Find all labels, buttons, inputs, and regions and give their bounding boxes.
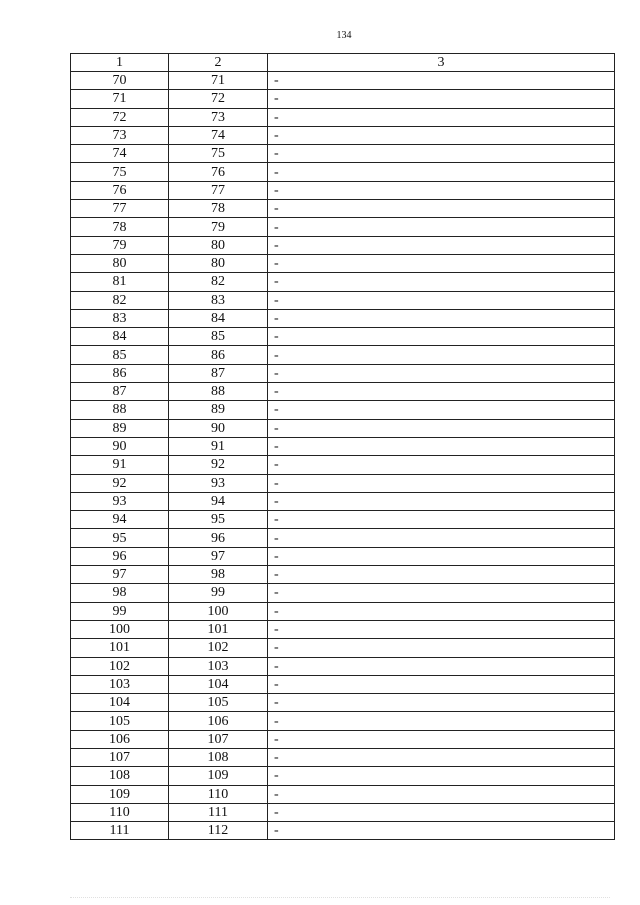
table-cell-col-3: - <box>268 584 615 602</box>
table-cell-col-2: 72 <box>169 90 268 108</box>
table-row <box>71 694 615 712</box>
table-cell-col-3: - <box>268 529 615 547</box>
table-cell-col-2: 87 <box>169 364 268 382</box>
table-header-row <box>71 54 615 72</box>
table-cell-col-1: 78 <box>71 218 169 236</box>
table-cell-col-1: 93 <box>71 492 169 510</box>
table-row <box>71 748 615 766</box>
table-cell-col-3: - <box>268 675 615 693</box>
table-cell-col-3: - <box>268 90 615 108</box>
table-row <box>71 419 615 437</box>
table-cell-col-3: - <box>268 620 615 638</box>
table-cell-col-1: 101 <box>71 639 169 657</box>
table-cell-col-3: - <box>268 639 615 657</box>
table-cell-col-3: - <box>268 566 615 584</box>
page-number: 134 <box>336 30 352 41</box>
table-cell-col-2: 79 <box>169 218 268 236</box>
table-cell-col-2: 95 <box>169 511 268 529</box>
table-cell-col-2: 111 <box>169 803 268 821</box>
table-cell-col-3: - <box>268 803 615 821</box>
table-row <box>71 328 615 346</box>
table-cell-col-2: 74 <box>169 126 268 144</box>
table-row <box>71 474 615 492</box>
table-row <box>71 620 615 638</box>
table-cell-col-1: 73 <box>71 126 169 144</box>
table-cell-col-2: 78 <box>169 200 268 218</box>
table-cell-col-1: 84 <box>71 328 169 346</box>
table-cell-col-1: 108 <box>71 767 169 785</box>
table-cell-col-3: - <box>268 767 615 785</box>
table-cell-col-2: 105 <box>169 694 268 712</box>
table-cell-col-3: - <box>268 419 615 437</box>
table-cell-col-1: 75 <box>71 163 169 181</box>
table-cell-col-2: 77 <box>169 181 268 199</box>
table-row <box>71 291 615 309</box>
table-cell-col-2: 93 <box>169 474 268 492</box>
table-cell-col-1: 94 <box>71 511 169 529</box>
table-row <box>71 492 615 510</box>
table-row <box>71 657 615 675</box>
table-row <box>71 254 615 272</box>
table-cell-col-1: 88 <box>71 401 169 419</box>
table-cell-col-2: 107 <box>169 730 268 748</box>
table-cell-col-1: 79 <box>71 236 169 254</box>
table-row <box>71 90 615 108</box>
table-cell-col-2: 90 <box>169 419 268 437</box>
table-row <box>71 803 615 821</box>
table-cell-col-3: - <box>268 602 615 620</box>
table-cell-col-2: 84 <box>169 309 268 327</box>
table-cell-col-2: 108 <box>169 748 268 766</box>
table-cell-col-1: 86 <box>71 364 169 382</box>
table-row <box>71 511 615 529</box>
table-cell-col-3: - <box>268 383 615 401</box>
table-cell-col-1: 96 <box>71 547 169 565</box>
table-cell-col-1: 92 <box>71 474 169 492</box>
table-row <box>71 584 615 602</box>
table-cell-col-3: - <box>268 748 615 766</box>
table-cell-col-3: - <box>268 694 615 712</box>
table-cell-col-3: - <box>268 126 615 144</box>
table-cell-col-3: - <box>268 474 615 492</box>
table-row <box>71 401 615 419</box>
table-row <box>71 639 615 657</box>
table-row <box>71 346 615 364</box>
column-header-2: 2 <box>169 54 268 72</box>
table-cell-col-1: 87 <box>71 383 169 401</box>
table-cell-col-2: 83 <box>169 291 268 309</box>
table-cell-col-2: 80 <box>169 236 268 254</box>
table-cell-col-2: 97 <box>169 547 268 565</box>
table-cell-col-2: 75 <box>169 145 268 163</box>
table-cell-col-3: - <box>268 254 615 272</box>
table-cell-col-3: - <box>268 236 615 254</box>
table-cell-col-3: - <box>268 200 615 218</box>
table-row <box>71 566 615 584</box>
table-row <box>71 730 615 748</box>
table-cell-col-3: - <box>268 657 615 675</box>
table-cell-col-2: 100 <box>169 602 268 620</box>
table-cell-col-2: 94 <box>169 492 268 510</box>
table-row <box>71 822 615 840</box>
table-cell-col-3: - <box>268 72 615 90</box>
table-row <box>71 181 615 199</box>
table-cell-col-3: - <box>268 547 615 565</box>
table-cell-col-1: 80 <box>71 254 169 272</box>
table-cell-col-3: - <box>268 108 615 126</box>
table-row <box>71 126 615 144</box>
table-cell-col-2: 85 <box>169 328 268 346</box>
table-cell-col-3: - <box>268 273 615 291</box>
data-table <box>70 53 615 840</box>
table-cell-col-2: 103 <box>169 657 268 675</box>
table-cell-col-3: - <box>268 309 615 327</box>
table-cell-col-1: 107 <box>71 748 169 766</box>
table-row <box>71 108 615 126</box>
table-cell-col-1: 82 <box>71 291 169 309</box>
table-row <box>71 767 615 785</box>
table-row <box>71 675 615 693</box>
scan-artifact <box>70 897 610 901</box>
table-cell-col-1: 76 <box>71 181 169 199</box>
table-cell-col-3: - <box>268 822 615 840</box>
table-cell-col-2: 112 <box>169 822 268 840</box>
table-cell-col-3: - <box>268 163 615 181</box>
table-cell-col-3: - <box>268 328 615 346</box>
table-cell-col-1: 77 <box>71 200 169 218</box>
table-cell-col-1: 110 <box>71 803 169 821</box>
table-cell-col-3: - <box>268 346 615 364</box>
table-row <box>71 236 615 254</box>
table-cell-col-1: 72 <box>71 108 169 126</box>
table-cell-col-3: - <box>268 364 615 382</box>
table-row <box>71 712 615 730</box>
table-cell-col-3: - <box>268 218 615 236</box>
table-cell-col-1: 106 <box>71 730 169 748</box>
table-row <box>71 218 615 236</box>
table-row <box>71 273 615 291</box>
column-header-1: 1 <box>71 54 169 72</box>
table-cell-col-2: 88 <box>169 383 268 401</box>
table-row <box>71 437 615 455</box>
table-cell-col-1: 81 <box>71 273 169 291</box>
table-cell-col-1: 97 <box>71 566 169 584</box>
table-cell-col-2: 99 <box>169 584 268 602</box>
table-cell-col-1: 85 <box>71 346 169 364</box>
table-row <box>71 785 615 803</box>
table-cell-col-1: 91 <box>71 456 169 474</box>
table-cell-col-2: 73 <box>169 108 268 126</box>
table-cell-col-1: 105 <box>71 712 169 730</box>
table-cell-col-1: 100 <box>71 620 169 638</box>
table-cell-col-2: 92 <box>169 456 268 474</box>
table-cell-col-1: 99 <box>71 602 169 620</box>
column-header-3: 3 <box>268 54 615 72</box>
table-cell-col-3: - <box>268 492 615 510</box>
table-cell-col-1: 111 <box>71 822 169 840</box>
table-row <box>71 456 615 474</box>
table-row <box>71 383 615 401</box>
table-cell-col-3: - <box>268 401 615 419</box>
table-row <box>71 602 615 620</box>
table-cell-col-1: 109 <box>71 785 169 803</box>
table-row <box>71 200 615 218</box>
table-cell-col-2: 104 <box>169 675 268 693</box>
table-cell-col-3: - <box>268 730 615 748</box>
table-cell-col-2: 76 <box>169 163 268 181</box>
table-cell-col-2: 106 <box>169 712 268 730</box>
table-row <box>71 529 615 547</box>
table-row <box>71 145 615 163</box>
table-cell-col-3: - <box>268 712 615 730</box>
table-cell-col-1: 71 <box>71 90 169 108</box>
table-cell-col-1: 104 <box>71 694 169 712</box>
table-cell-col-2: 110 <box>169 785 268 803</box>
table-row <box>71 364 615 382</box>
table-row <box>71 309 615 327</box>
table-cell-col-1: 90 <box>71 437 169 455</box>
table-row <box>71 163 615 181</box>
table-cell-col-2: 101 <box>169 620 268 638</box>
table-cell-col-2: 109 <box>169 767 268 785</box>
table-cell-col-1: 89 <box>71 419 169 437</box>
table-cell-col-1: 102 <box>71 657 169 675</box>
table-cell-col-3: - <box>268 145 615 163</box>
table-cell-col-3: - <box>268 291 615 309</box>
table-cell-col-1: 98 <box>71 584 169 602</box>
table-cell-col-1: 70 <box>71 72 169 90</box>
table-cell-col-2: 80 <box>169 254 268 272</box>
table-cell-col-2: 82 <box>169 273 268 291</box>
table-cell-col-1: 83 <box>71 309 169 327</box>
table-cell-col-3: - <box>268 511 615 529</box>
table-cell-col-2: 96 <box>169 529 268 547</box>
table-cell-col-1: 74 <box>71 145 169 163</box>
table-cell-col-3: - <box>268 181 615 199</box>
table-cell-col-1: 95 <box>71 529 169 547</box>
table-body <box>71 72 615 840</box>
table-row <box>71 547 615 565</box>
table-cell-col-3: - <box>268 437 615 455</box>
table-cell-col-2: 89 <box>169 401 268 419</box>
table-cell-col-2: 91 <box>169 437 268 455</box>
table-cell-col-2: 98 <box>169 566 268 584</box>
table-row <box>71 72 615 90</box>
table-cell-col-3: - <box>268 456 615 474</box>
table-cell-col-2: 102 <box>169 639 268 657</box>
table-cell-col-2: 71 <box>169 72 268 90</box>
table-cell-col-1: 103 <box>71 675 169 693</box>
table-cell-col-2: 86 <box>169 346 268 364</box>
table-cell-col-3: - <box>268 785 615 803</box>
